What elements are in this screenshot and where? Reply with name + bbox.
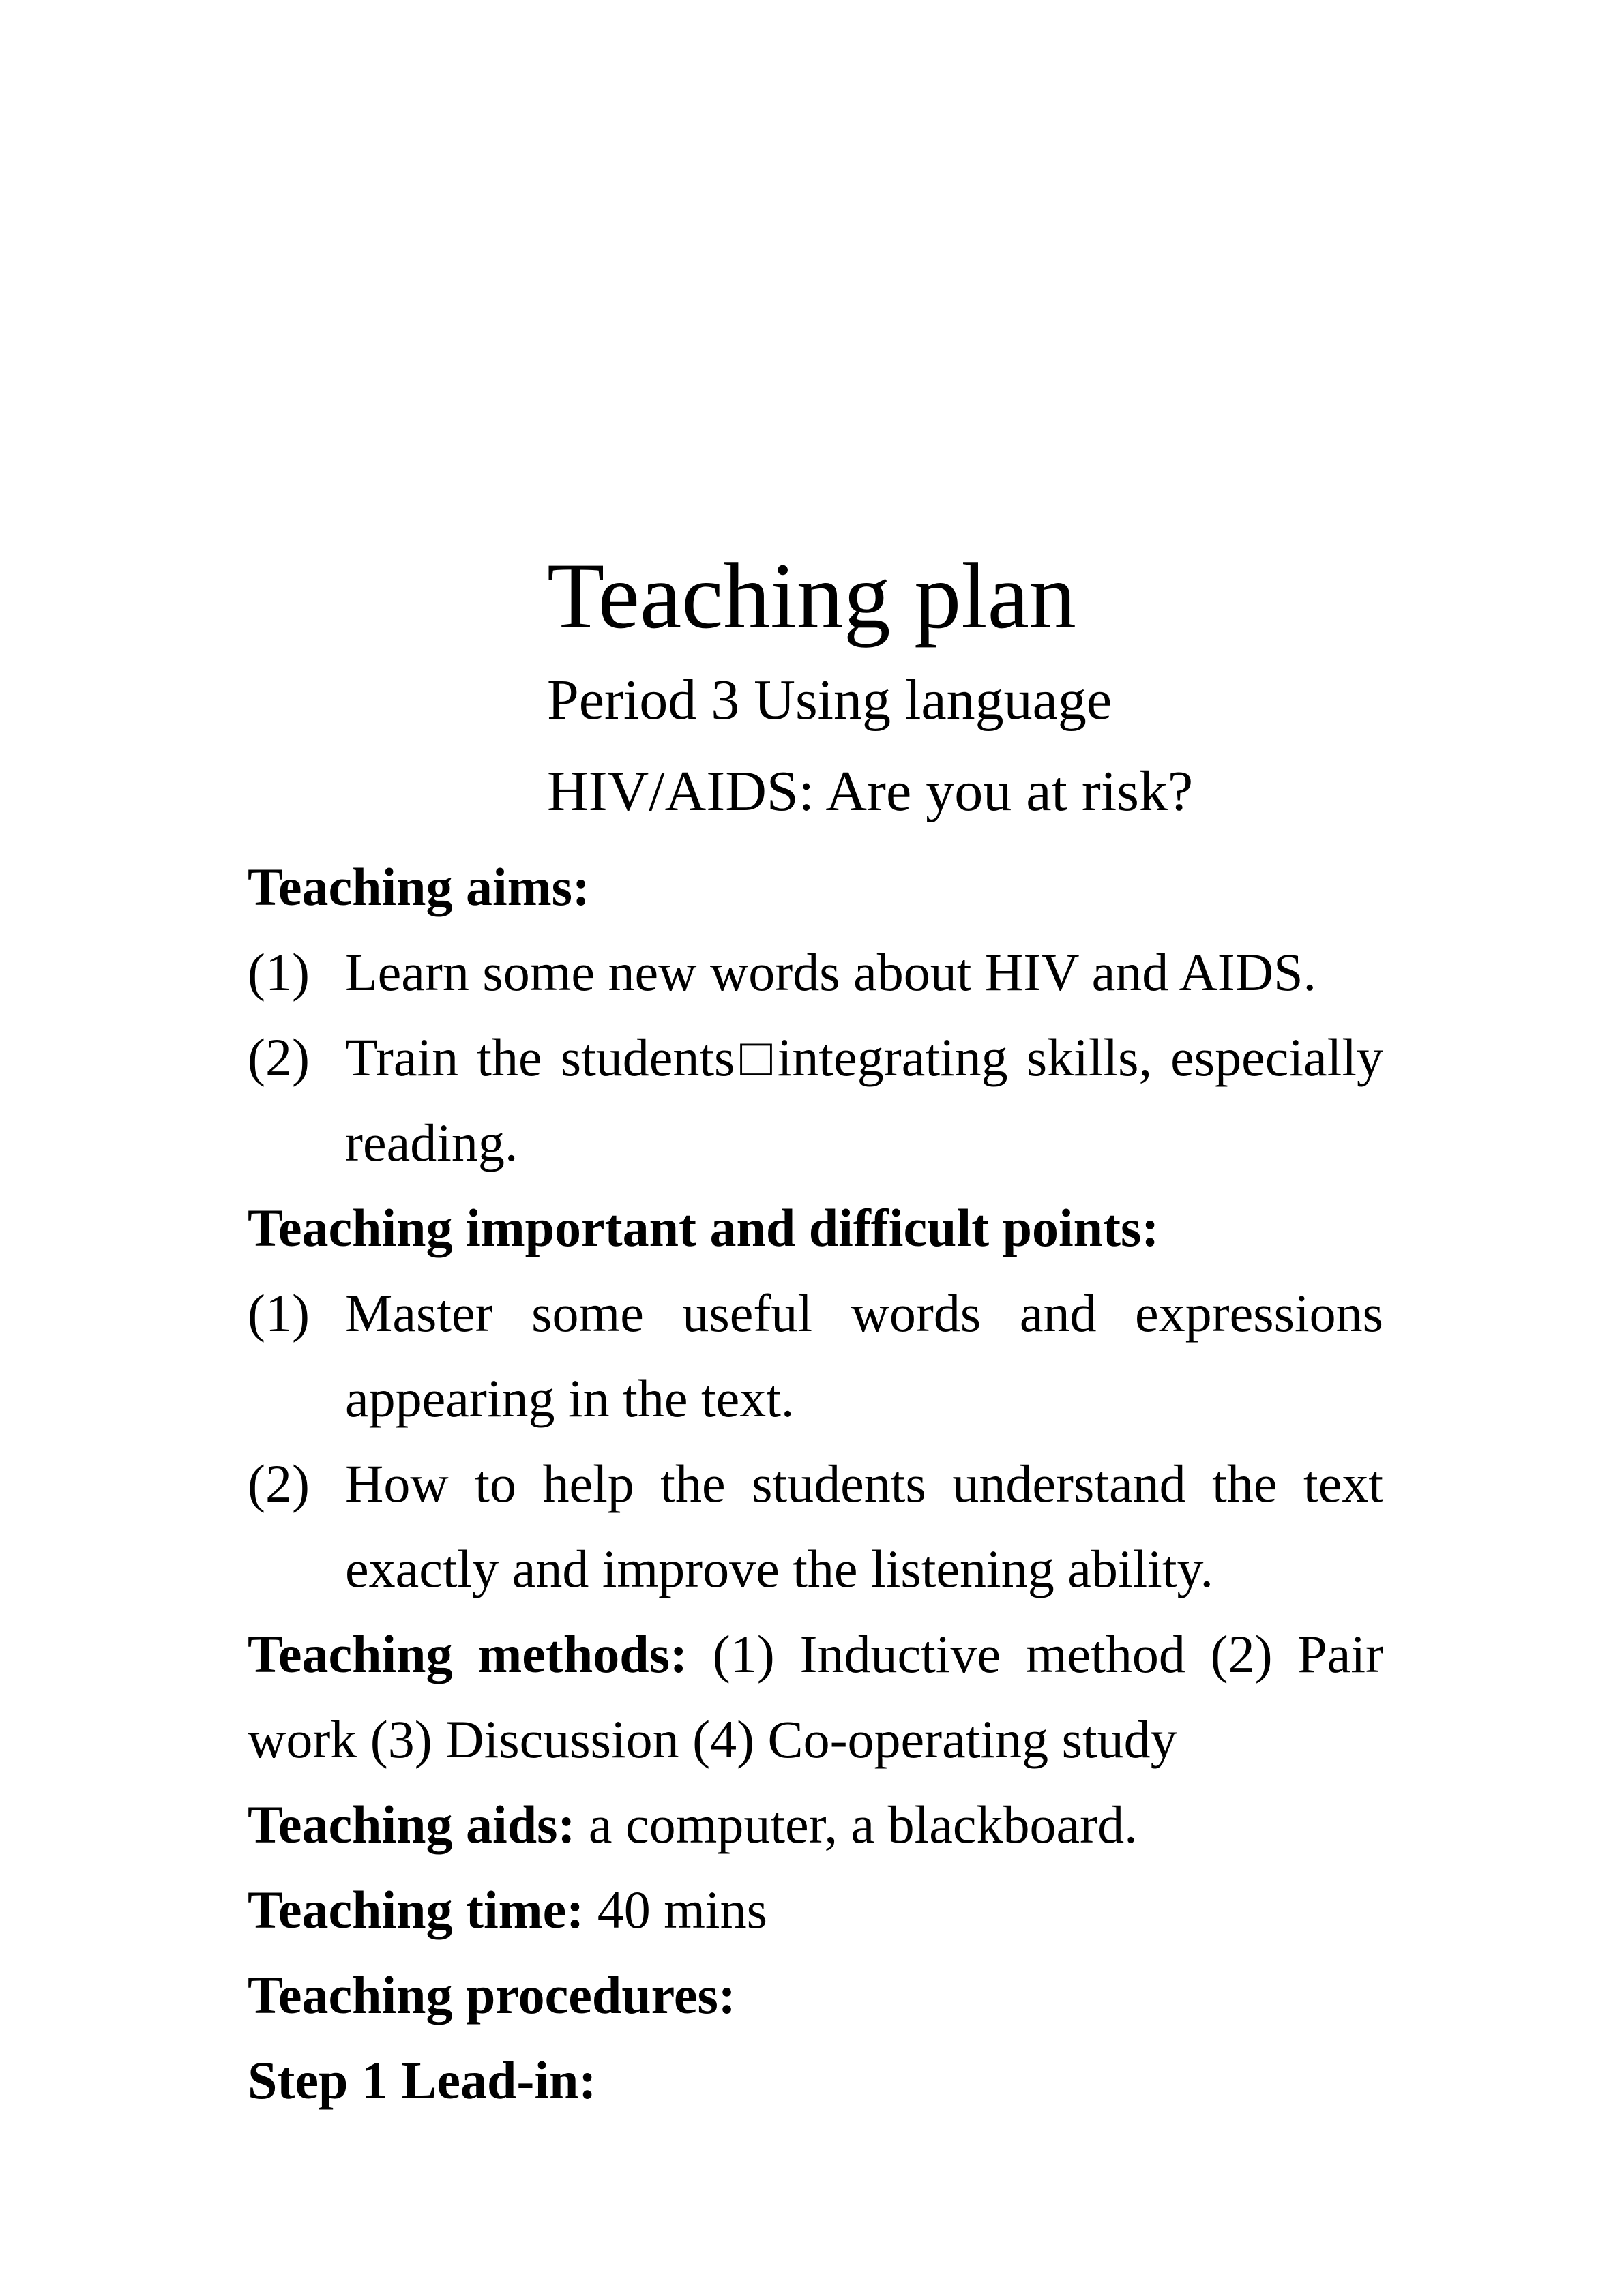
points-item-1-number: (1) bbox=[248, 1283, 310, 1343]
title-block bbox=[547, 543, 1194, 823]
methods-label: Teaching methods: bbox=[248, 1624, 688, 1684]
methods-text: (1) Inductive method (2) Pair work (3) Discussion (4) Co-operating study bbox=[248, 1624, 1383, 1769]
step1-heading: Step 1 Lead-in: bbox=[248, 2051, 597, 2110]
points-item-1-text: Master some useful words and expressions appearing in the text. bbox=[345, 1283, 1383, 1428]
time-label: Teaching time: bbox=[248, 1880, 585, 1939]
points-item-2 bbox=[248, 1441, 1383, 1611]
topic-subtitle: HIV/AIDS: Are you at risk? bbox=[547, 760, 1194, 823]
page-title: Teaching plan bbox=[547, 543, 1076, 648]
aids-label: Teaching aids: bbox=[248, 1795, 576, 1854]
points-item-2-number: (2) bbox=[248, 1454, 310, 1513]
body-content bbox=[248, 844, 1383, 2123]
aims-item-1-number: (1) bbox=[248, 942, 310, 1002]
aims-item-2 bbox=[248, 1015, 1383, 1185]
aims-heading: Teaching aims: bbox=[248, 857, 591, 916]
aims-item-1 bbox=[248, 929, 1383, 1015]
points-item-1 bbox=[248, 1270, 1383, 1441]
aims-item-2-number: (2) bbox=[248, 1028, 310, 1087]
period-subtitle: Period 3 Using language bbox=[547, 668, 1112, 732]
time-paragraph bbox=[248, 1867, 1383, 1952]
points-heading: Teaching important and difficult points: bbox=[248, 1198, 1160, 1257]
time-text: 40 mins bbox=[584, 1880, 767, 1939]
aims-item-1-text: Learn some new words about HIV and AIDS. bbox=[345, 942, 1316, 1002]
aids-paragraph bbox=[248, 1782, 1383, 1867]
aids-text: a computer, a blackboard. bbox=[575, 1795, 1138, 1854]
methods-paragraph bbox=[248, 1611, 1383, 1782]
procedures-heading: Teaching procedures: bbox=[248, 1965, 736, 2025]
aims-item-2-text: Train the students□integrating skills, especially reading. bbox=[345, 1028, 1383, 1172]
points-item-2-text: How to help the students understand the text exactly and improve the listening ability. bbox=[345, 1454, 1383, 1598]
